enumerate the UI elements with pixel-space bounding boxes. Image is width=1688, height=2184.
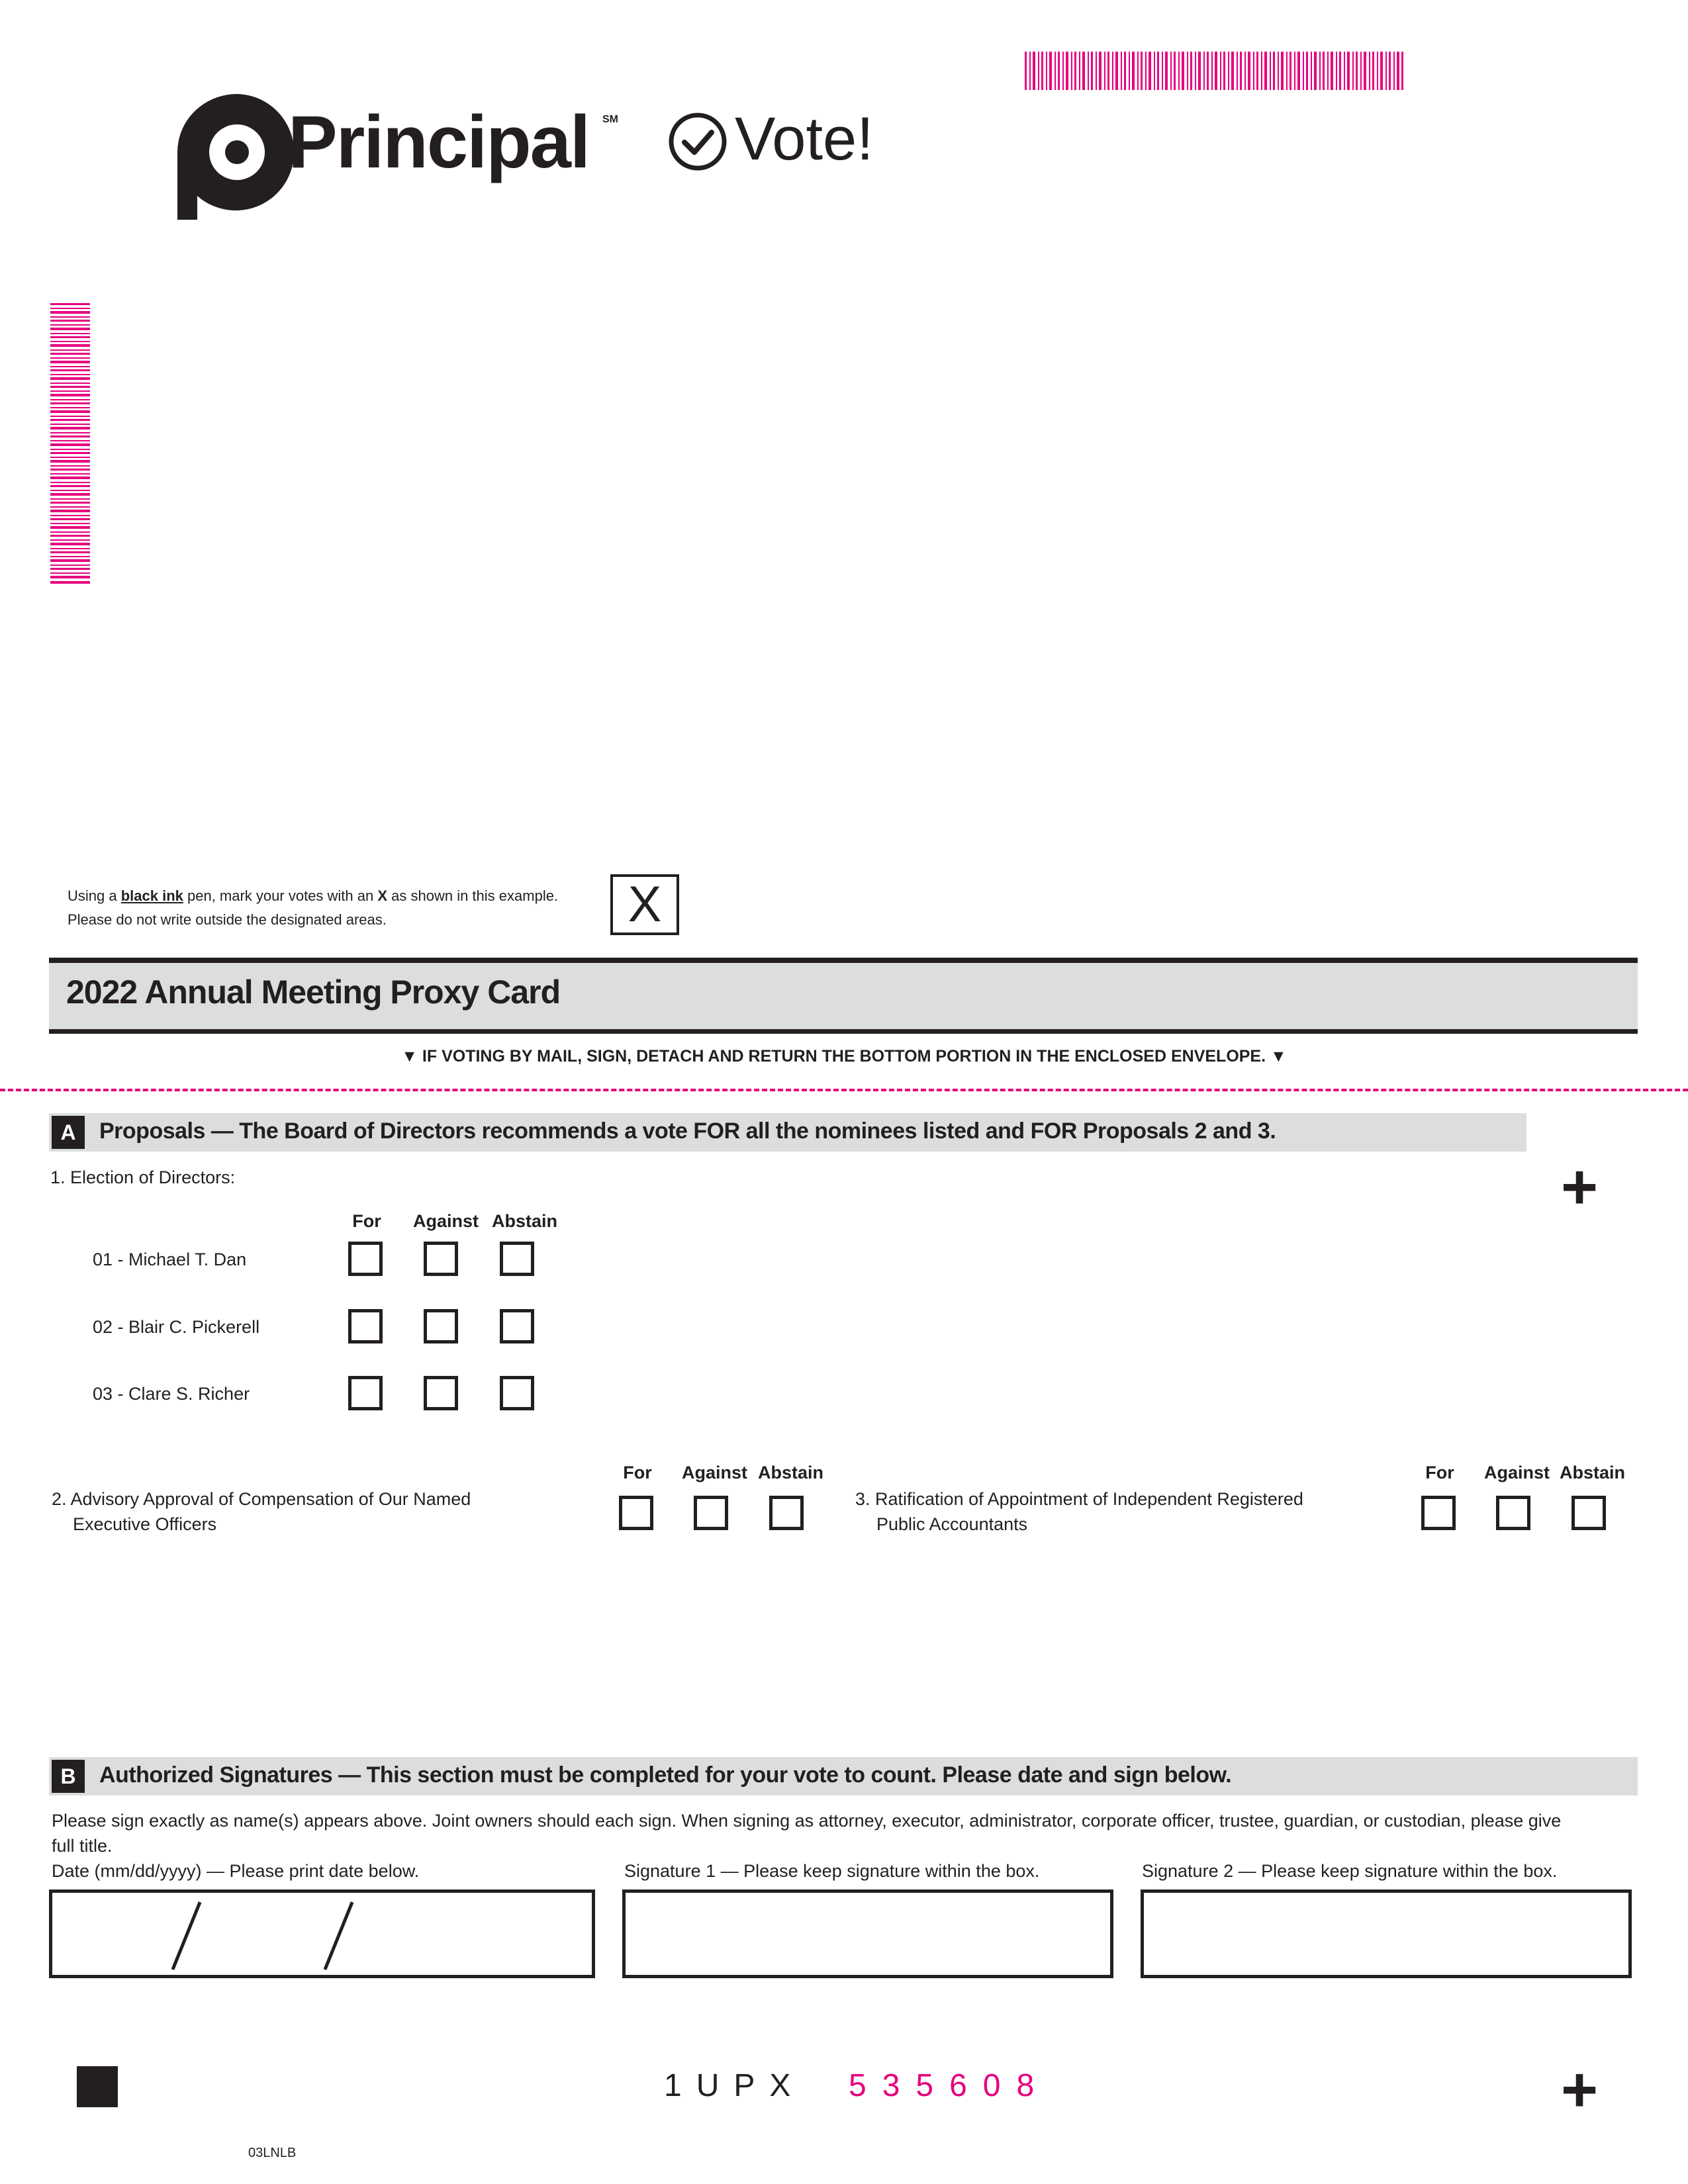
- proposal-2-for-checkbox[interactable]: [619, 1496, 653, 1530]
- col-against-header: Against: [413, 1211, 479, 1231]
- proposal-3-for-checkbox[interactable]: [1421, 1496, 1456, 1530]
- service-mark: SM: [602, 114, 618, 125]
- brand-name: Principal: [288, 101, 590, 183]
- nominee-1-for-checkbox[interactable]: [348, 1242, 383, 1276]
- proposal-2-abstain-checkbox[interactable]: [769, 1496, 804, 1530]
- mail-instructions: ▼ IF VOTING BY MAIL, SIGN, DETACH AND RETURN THE BOTTOM PORTION IN THE ENCLOSED ENVELOPE. ▼: [401, 1047, 1287, 1066]
- date-separator-2: [324, 1901, 354, 1970]
- election-label: 1. Election of Directors:: [50, 1167, 236, 1187]
- p3-abstain-header: Abstain: [1560, 1463, 1626, 1482]
- detach-line: [0, 1089, 1688, 1091]
- instr-middle: pen, mark your votes with an: [183, 887, 378, 904]
- p2-for-header: For: [623, 1463, 652, 1482]
- section-b-heading: Authorized Signatures — This section must be completed for your vote to count. Please date and sign below.: [99, 1762, 1232, 1788]
- instr-x: X: [377, 887, 388, 904]
- barcode-top: [1025, 52, 1403, 90]
- nominee-1-abstain-checkbox[interactable]: [500, 1242, 534, 1276]
- date-field[interactable]: [49, 1889, 595, 1978]
- control-number: 535608: [849, 2068, 1051, 2103]
- principal-logo-icon: [171, 90, 303, 220]
- col-for-header: For: [352, 1211, 381, 1231]
- nominee-2-for-checkbox[interactable]: [348, 1309, 383, 1343]
- nominee-3-abstain-checkbox[interactable]: [500, 1376, 534, 1410]
- nominee-label: 02 - Blair C. Pickerell: [93, 1317, 260, 1337]
- signature-1-label: Signature 1 — Please keep signature within the box.: [624, 1861, 1040, 1881]
- instr-prefix: Using a: [68, 887, 121, 904]
- p2-abstain-header: Abstain: [758, 1463, 824, 1482]
- registration-plus-top: +: [1561, 1152, 1599, 1222]
- page-title: 2022 Annual Meeting Proxy Card: [66, 974, 561, 1011]
- example-mark: X: [628, 876, 662, 933]
- proposal-2-label: [52, 1486, 471, 1537]
- registration-plus-bottom: +: [1561, 2054, 1599, 2125]
- nominee-2-abstain-checkbox[interactable]: [500, 1309, 534, 1343]
- signature-2-label: Signature 2 — Please keep signature within the box.: [1142, 1861, 1558, 1881]
- nominee-1-against-checkbox[interactable]: [424, 1242, 458, 1276]
- date-separator-1: [171, 1901, 202, 1970]
- section-a-letter: A: [52, 1116, 85, 1149]
- title-rule-bottom: [49, 1029, 1638, 1034]
- nominee-3-against-checkbox[interactable]: [424, 1376, 458, 1410]
- proposal-3-line1: 3. Ratification of Appointment of Independent Registered: [855, 1489, 1303, 1509]
- instr-emphasis: black ink: [120, 887, 183, 904]
- proposal-3-abstain-checkbox[interactable]: [1571, 1496, 1606, 1530]
- nominee-2-against-checkbox[interactable]: [424, 1309, 458, 1343]
- signature-1-field[interactable]: [622, 1889, 1113, 1978]
- signature-note-line1: Please sign exactly as name(s) appears above. Joint owners should each sign. When signing as attorney, executor, administrator, corporate officer, trustee, guardian, or custodian, please give: [52, 1811, 1562, 1831]
- nominee-label: 03 - Clare S. Richer: [93, 1384, 250, 1404]
- signature-note: [52, 1808, 1640, 1858]
- col-abstain-header: Abstain: [492, 1211, 558, 1231]
- proposal-3-line2: Public Accountants: [876, 1514, 1028, 1534]
- instr-suffix: as shown in this example.: [387, 887, 559, 904]
- section-b-letter: B: [52, 1760, 85, 1793]
- p2-against-header: Against: [682, 1463, 748, 1482]
- proposal-2-against-checkbox[interactable]: [694, 1496, 728, 1530]
- proposal-3-against-checkbox[interactable]: [1496, 1496, 1530, 1530]
- section-a-heading: Proposals — The Board of Directors recommends a vote FOR all the nominees listed and FOR Proposals 2 and 3.: [99, 1118, 1276, 1144]
- example-mark-box: [610, 874, 679, 935]
- nominee-3-for-checkbox[interactable]: [348, 1376, 383, 1410]
- proposal-3-label: [855, 1486, 1303, 1537]
- date-label: Date (mm/dd/yyyy) — Please print date below.: [52, 1861, 420, 1881]
- marking-instructions: [68, 884, 558, 932]
- proposal-2-line1: 2. Advisory Approval of Compensation of Our Named: [52, 1489, 471, 1509]
- job-code: 03LNLB: [248, 2146, 297, 2160]
- nominee-label: 01 - Michael T. Dan: [93, 1250, 247, 1269]
- signature-2-field[interactable]: [1141, 1889, 1632, 1978]
- vote-wordmark: Vote!: [735, 105, 874, 173]
- title-rule-top: [49, 958, 1638, 963]
- p3-for-header: For: [1425, 1463, 1454, 1482]
- form-code: 1UPX: [664, 2068, 806, 2103]
- check-circle-icon: [667, 111, 728, 172]
- instr-line2: Please do not write outside the designated areas.: [68, 911, 387, 928]
- signature-note-line2: full title.: [52, 1836, 113, 1856]
- registration-square: [77, 2066, 118, 2107]
- barcode-side: [50, 303, 90, 584]
- proposal-2-line2: Executive Officers: [73, 1514, 217, 1534]
- p3-against-header: Against: [1484, 1463, 1550, 1482]
